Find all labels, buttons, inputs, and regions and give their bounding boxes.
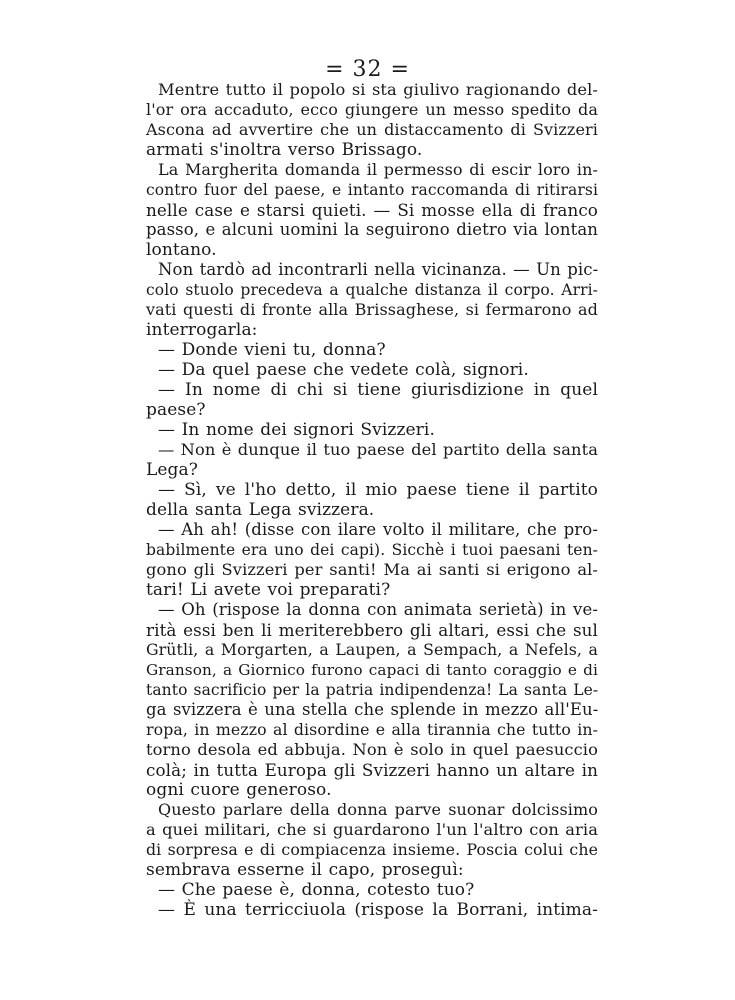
text-line: — È una terricciuola (rispose la Borrani, intima- [158, 900, 598, 920]
text-line: della santa Lega svizzera. [146, 500, 375, 520]
text-line: — Ah ah! (disse con ilare volto il militare, che pro- [158, 520, 598, 539]
text-line: Ascona ad avvertire che un distaccamento di Svizzeri [146, 120, 598, 139]
text-line: — In nome di chi si tiene giurisdizione in quel [158, 380, 598, 400]
text-line: ropa, in mezzo al disordine e alla tirannia che tutto in- [146, 720, 598, 739]
text-line: paese? [146, 400, 206, 420]
text-line: torno desola ed abbuja. Non è solo in quel paesuccio [146, 740, 598, 759]
text-line: di sorpresa e di compiacenza insieme. Poscia colui che [146, 840, 598, 859]
text-line: Non tardò ad incontrarli nella vicinanza. — Un pic- [158, 260, 599, 279]
text-line: l'or ora accaduto, ecco giungere un messo spedito da [146, 100, 598, 119]
text-line: tanto sacrificio per la patria indipendenza! La santa Le- [146, 681, 599, 699]
text-line: — Sì, ve l'ho detto, il mio paese tiene il partito [158, 480, 598, 500]
text-line: colà; in tutta Europa gli Svizzeri hanno un altare in [146, 760, 598, 780]
text-line: Mentre tutto il popolo si sta giulivo ragionando del- [158, 80, 598, 99]
text-line: gono gli Svizzeri per santi! Ma ai santi si erigono al- [146, 560, 598, 579]
text-line: Questo parlare della donna parve suonar dolcissimo [158, 800, 598, 819]
text-line: — In nome dei signori Svizzeri. [158, 420, 435, 440]
page-number: = 32 = [325, 57, 410, 82]
text-line: — Oh (rispose la donna con animata serietà) in ve- [158, 600, 598, 619]
text-line: tari! Li avete voi preparati? [146, 580, 391, 600]
text-line: sembrava esserne il capo, proseguì: [146, 860, 464, 880]
text-line: Lega? [146, 460, 198, 480]
text-line: Granson, a Giornico furono capaci di tanto coraggio e di [146, 661, 598, 679]
text-line: ga svizzera è una stella che splende in mezzo all'Eu- [146, 700, 599, 719]
text-line: — Non è dunque il tuo paese del partito della santa [158, 440, 598, 459]
text-line: — Che paese è, donna, cotesto tuo? [158, 880, 475, 900]
text-line: — Da quel paese che vedete colà, signori. [158, 360, 529, 380]
text-line: colo stuolo precedeva a qualche distanza il corpo. Arri- [146, 281, 598, 299]
text-line: rità essi ben li meriterebbero gli altari, essi che sul [146, 620, 598, 640]
text-line: armati s'inoltra verso Brissago. [146, 140, 423, 160]
text-line: — Donde vieni tu, donna? [158, 340, 386, 360]
text-line: a quei militari, che si guardarono l'un l'altro con aria [146, 820, 598, 839]
body-text [146, 80, 598, 920]
text-line: interrogarla: [146, 320, 258, 340]
text-line: contro fuor del paese, e intanto raccomanda di ritirarsi [146, 181, 598, 199]
text-line: ogni cuore generoso. [146, 780, 332, 800]
text-line: La Margherita domanda il permesso di escir loro in- [158, 160, 598, 179]
text-line: Grütli, a Morgarten, a Laupen, a Sempach, a Nefels, a [146, 640, 598, 659]
text-line: lontano. [146, 240, 217, 260]
text-line: nelle case e starsi quieti. — Si mosse ella di franco [146, 200, 598, 220]
text-line: vati questi di fronte alla Brissaghese, si fermarono ad [146, 300, 598, 319]
text-line: babilmente era uno dei capi). Sicchè i tuoi paesani ten- [146, 541, 598, 559]
text-line: passo, e alcuni uomini la seguirono dietro via lontan [146, 220, 598, 239]
